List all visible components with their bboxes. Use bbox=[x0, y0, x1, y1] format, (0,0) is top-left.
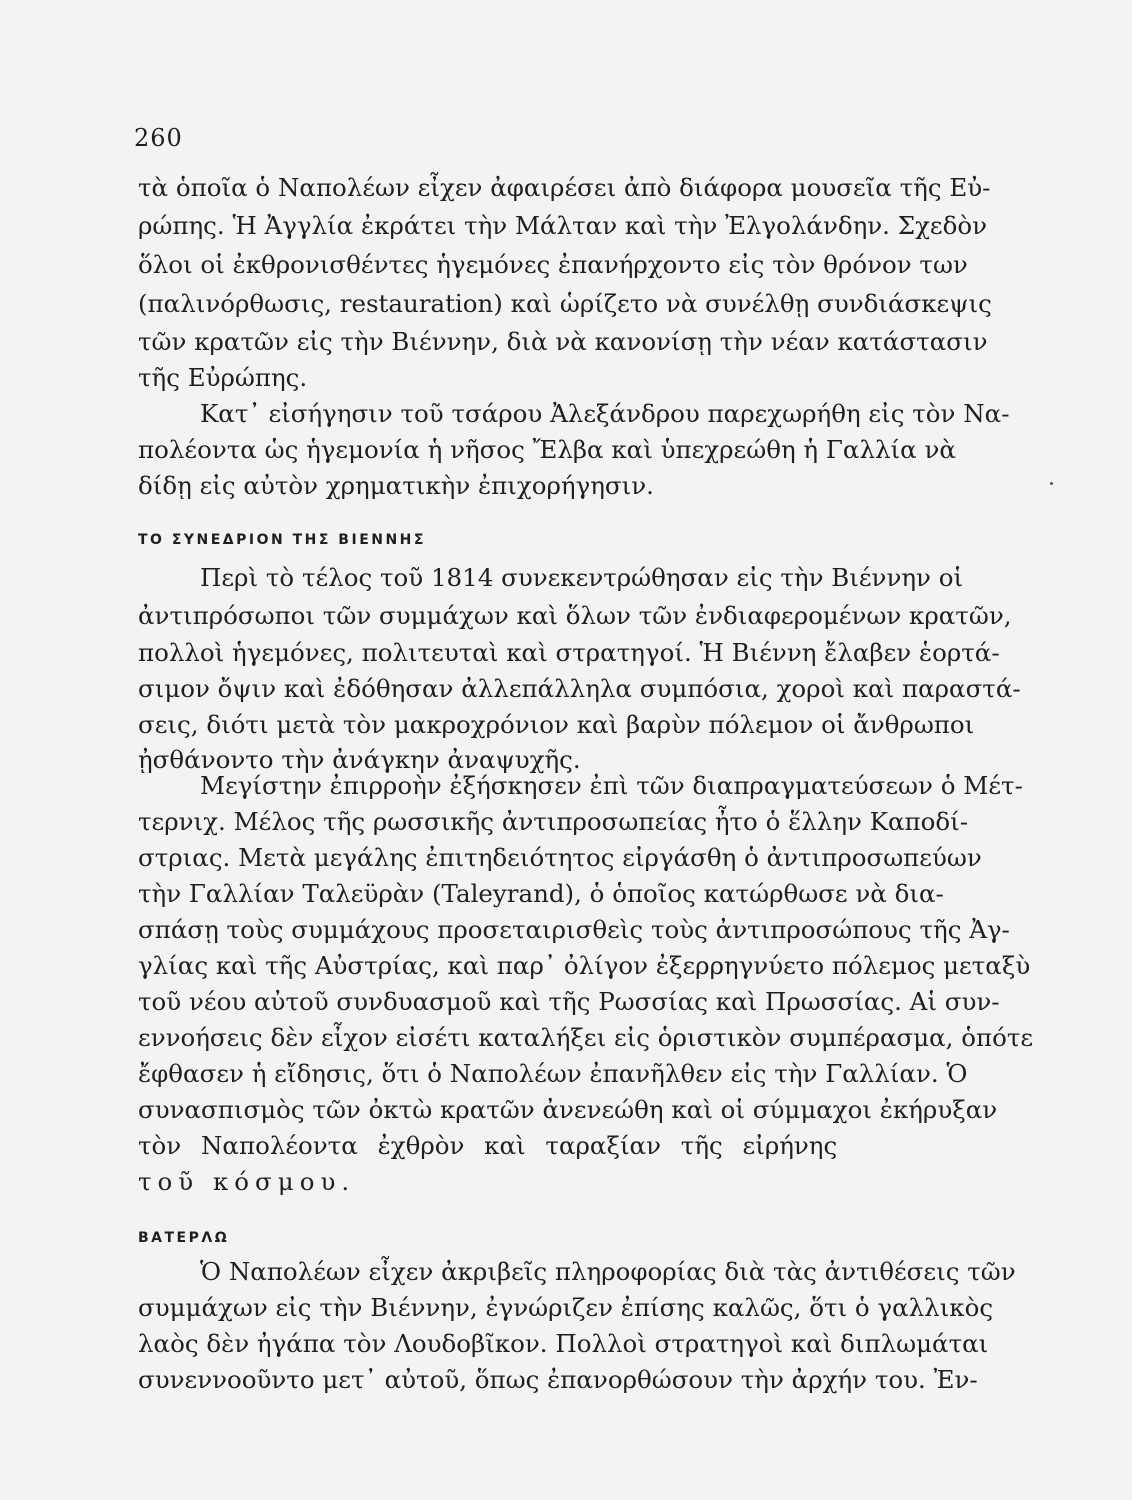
ink-speck bbox=[1050, 482, 1053, 485]
text-line: τὴν Γαλλίαν Ταλεϋρὰν (Taleyrand), ὁ ὁποῖος κατώρθωσε νὰ δια- bbox=[138, 879, 944, 908]
text-line: τοῦ νέου αὐτοῦ συνδυασμοῦ καὶ τῆς Ρωσσίας καὶ Πρωσσίας. Αἱ συν- bbox=[138, 987, 1000, 1016]
text-line: συνασπισμὸς τῶν ὀκτὼ κρατῶν ἀνενεώθη καὶ οἱ σύμμαχοι ἐκήρυξαν bbox=[138, 1095, 998, 1124]
text-line: ρώπης. Ἡ Ἀγγλία ἐκράτει τὴν Μάλταν καὶ τὴν Ἐλγολάνδην. Σχεδὸν bbox=[138, 211, 988, 240]
text-line: τὰ ὁποῖα ὁ Ναπολέων εἶχεν ἀφαιρέσει ἀπὸ διάφορα μουσεῖα τῆς Εὐ- bbox=[138, 173, 991, 202]
text-line: πολέοντα ὡς ἡγεμονία ἡ νῆσος Ἔλβα καὶ ὑπεχρεώθη ἡ Γαλλία νὰ bbox=[138, 435, 956, 464]
text-line: ἀντιπρόσωποι τῶν συμμάχων καὶ ὅλων τῶν ἐνδιαφερομένων κρατῶν, bbox=[138, 601, 1012, 630]
text-line: συνεννοοῦντο μετ᾽ αὐτοῦ, ὅπως ἐπανορθώσουν τὴν ἀρχήν του. Ἐν- bbox=[138, 1365, 978, 1394]
text-line: δίδῃ εἰς αὐτὸν χρηματικὴν ἐπιχορήγησιν. bbox=[138, 471, 654, 500]
text-line: Μεγίστην ἐπιρροὴν ἐξήσκησεν ἐπὶ τῶν διαπραγματεύσεων ὁ Μέτ- bbox=[200, 771, 1023, 800]
text-line: τῆς Εὐρώπης. bbox=[138, 363, 308, 392]
text-line: Κατ᾽ εἰσήγησιν τοῦ τσάρου Ἀλεξάνδρου παρεχωρήθη εἰς τὸν Να- bbox=[200, 399, 1010, 428]
text-line: στριας. Μετὰ μεγάλης ἐπιτηδειότητος εἰργάσθη ὁ ἀντιπροσωπεύων bbox=[138, 843, 982, 872]
text-line: ἔφθασεν ἡ εἴδησις, ὅτι ὁ Ναπολέων ἐπανῆλθεν εἰς τὴν Γαλλίαν. Ὁ bbox=[138, 1059, 968, 1088]
section-heading-waterloo: ΒΑΤΕΡΛΩ bbox=[138, 1230, 230, 1246]
section-heading-vienna: ΤΟ ΣΥΝΕΔΡΙΟΝ ΤΗΣ ΒΙΕΝΝΗΣ bbox=[138, 532, 426, 548]
text-line: ᾐσθάνοντο τὴν ἀνάγκην ἀναψυχῆς. bbox=[138, 745, 581, 774]
text-line: σεις, διότι μετὰ τὸν μακροχρόνιον καὶ βαρὺν πόλεμον οἱ ἄνθρωποι bbox=[138, 710, 975, 739]
text-line: Περὶ τὸ τέλος τοῦ 1814 συνεκεντρώθησαν εἰς τὴν Βιέννην οἱ bbox=[200, 563, 964, 592]
page-number: 260 bbox=[134, 124, 183, 152]
text-line: τοῦ κόσμου. bbox=[138, 1167, 356, 1196]
text-line: λαὸς δὲν ἠγάπα τὸν Λουδοβῖκον. Πολλοὶ στρατηγοὶ καὶ διπλωμάται bbox=[138, 1329, 989, 1358]
text-line: (παλινόρθωσις, restauration) καὶ ὡρίζετο νὰ συνέλθῃ συνδιάσκεψις bbox=[138, 289, 992, 318]
text-line: σπάσῃ τοὺς συμμάχους προσεταιρισθεὶς τοὺς ἀντιπροσώπους τῆς Ἀγ- bbox=[138, 915, 1010, 944]
text-line: εννοήσεις δὲν εἶχον εἰσέτι καταλήξει εἰς ὁριστικὸν συμπέρασμα, ὁπότε bbox=[138, 1023, 1034, 1052]
text-line: συμμάχων εἰς τὴν Βιέννην, ἐγνώριζεν ἐπίσης καλῶς, ὅτι ὁ γαλλικὸς bbox=[138, 1293, 994, 1322]
text-line: τερνιχ. Μέλος τῆς ρωσσικῆς ἀντιπροσωπείας ἦτο ὁ ἕλλην Καποδί- bbox=[138, 807, 969, 836]
text-line: γλίας καὶ τῆς Αὐστρίας, καὶ παρ᾽ ὀλίγον ἐξερρηγνύετο πόλεμος μεταξὺ bbox=[138, 951, 1031, 980]
text-line: τῶν κρατῶν εἰς τὴν Βιέννην, διὰ νὰ κανονίσῃ τὴν νέαν κατάστασιν bbox=[138, 327, 988, 356]
text-line: σιμον ὄψιν καὶ ἐδόθησαν ἀλλεπάλληλα συμπόσια, χοροὶ καὶ παραστά- bbox=[138, 674, 1021, 703]
text-line: πολλοὶ ἡγεμόνες, πολιτευταὶ καὶ στρατηγοί. Ἡ Βιέννη ἔλαβεν ἑορτά- bbox=[138, 638, 1000, 667]
text-line: τὸν Ναπολέοντα ἐχθρὸν καὶ ταραξίαν τῆς εἰρήνης bbox=[138, 1131, 838, 1160]
text-line: ὅλοι οἱ ἐκθρονισθέντες ἡγεμόνες ἐπανήρχοντο εἰς τὸν θρόνον των bbox=[138, 250, 968, 279]
text-line: Ὁ Ναπολέων εἶχεν ἀκριβεῖς πληροφορίας διὰ τὰς ἀντιθέσεις τῶν bbox=[200, 1257, 1016, 1286]
